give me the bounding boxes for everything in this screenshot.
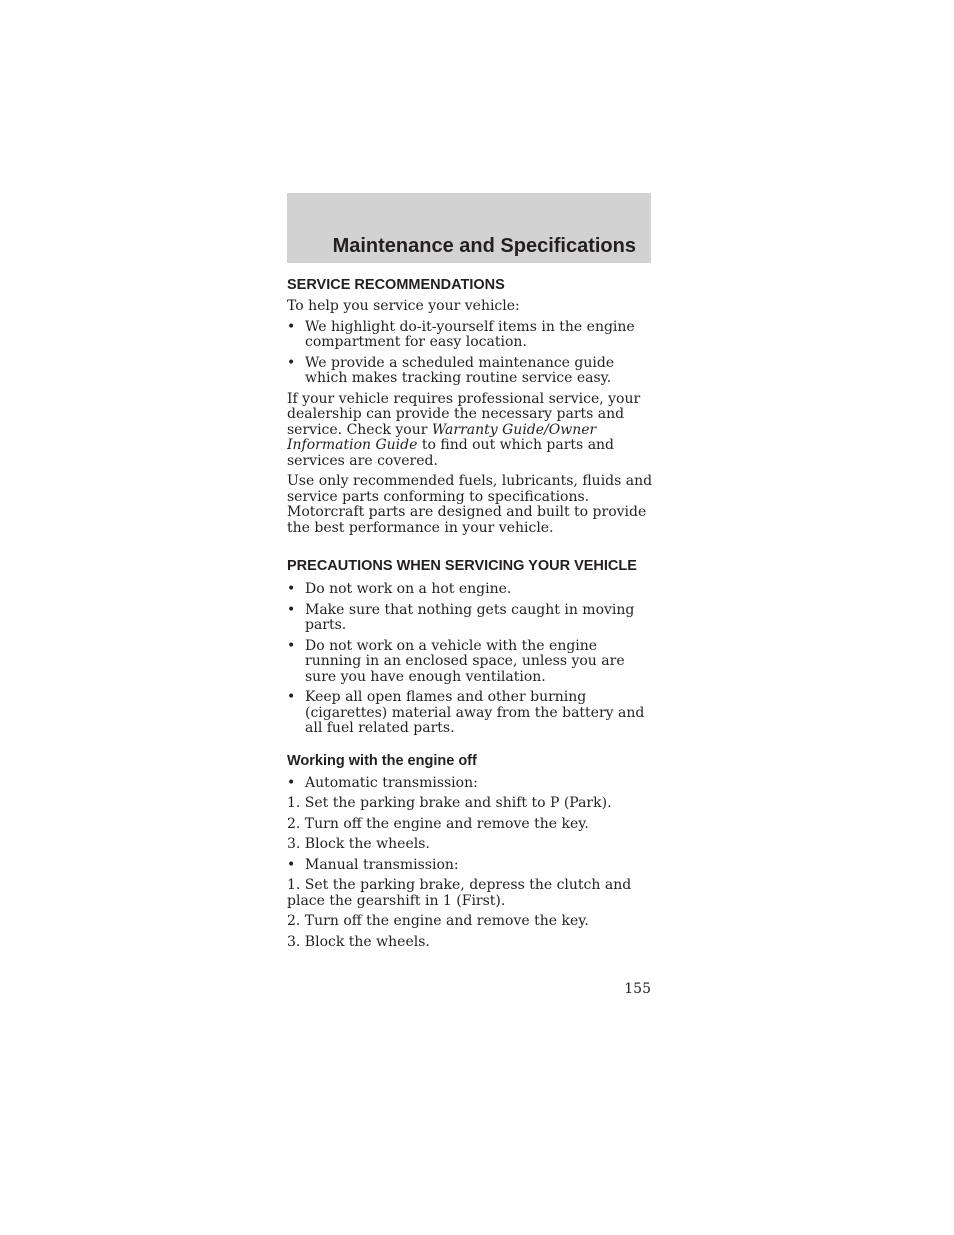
bullet-icon: • [287, 581, 296, 597]
list-item [287, 858, 653, 874]
precautions-bullet-list [287, 582, 653, 737]
list-item-text: Automatic transmission: [305, 774, 478, 791]
list-item-text: Do not work on a hot engine. [305, 581, 512, 597]
guide-title: Warranty Guide/Owner Information Guide [287, 421, 597, 453]
chapter-title: Maintenance and Specifications [332, 235, 636, 257]
bullet-icon: • [287, 637, 296, 654]
list-item-text: We provide a scheduled maintenance guide which makes tracking routine service easy. [305, 354, 615, 386]
step-item: 1. Set the parking brake and shift to P (Park). [287, 795, 612, 811]
section-heading-precautions: PRECAUTIONS WHEN SERVICING YOUR VEHICLE [287, 558, 637, 574]
list-item-text: Keep all open flames and other burning (cigarettes) material away from the battery and all fuel related parts. [305, 689, 645, 736]
step-item: 3. Block the wheels. [287, 933, 430, 950]
list-item-text: We highlight do-it-yourself items in the engine compartment for easy location. [305, 318, 635, 350]
bullet-icon: • [287, 601, 296, 618]
list-item [287, 690, 653, 737]
list-item-text: Manual transmission: [305, 856, 459, 873]
list-item [287, 356, 653, 387]
bullet-icon: • [287, 774, 296, 791]
bullet-icon: • [287, 856, 296, 873]
bullet-icon: • [287, 354, 296, 371]
page-content [287, 277, 653, 955]
step-item: 2. Turn off the engine and remove the key. [287, 913, 589, 929]
automatic-bullet [287, 776, 653, 792]
step-item: 3. Block the wheels. [287, 836, 430, 852]
recommended-parts-paragraph: Use only recommended fuels, lubricants, fluids and service parts conforming to specifications. Motorcraft parts are designed and built to provide the best performance in your vehicle. [287, 473, 653, 536]
list-item [287, 776, 653, 792]
step-item: 2. Turn off the engine and remove the key. [287, 815, 589, 832]
professional-service-paragraph [287, 392, 653, 470]
chapter-header-band [287, 193, 651, 263]
step-item: 1. Set the parking brake, depress the clutch and place the gearshift in 1 (First). [287, 877, 632, 909]
list-item [287, 603, 653, 634]
paragraph-text: to find out which parts and services are covered. [287, 437, 615, 469]
paragraph-text: If your vehicle requires professional service, your dealership can provide the necessary parts and service. Check your [287, 390, 641, 438]
page-number: 155 [624, 981, 651, 997]
section-heading-service-recommendations: SERVICE RECOMMENDATIONS [287, 277, 505, 293]
service-bullet-list [287, 320, 653, 387]
service-intro: To help you service your vehicle: [287, 298, 520, 314]
bullet-icon: • [287, 318, 296, 335]
list-item-text: Do not work on a vehicle with the engine running in an enclosed space, unless you are sure you have enough ventilation. [305, 637, 625, 685]
bullet-icon: • [287, 689, 296, 705]
subheading-engine-off: Working with the engine off [287, 752, 477, 769]
list-item-text: Make sure that nothing gets caught in moving parts. [305, 601, 635, 633]
list-item [287, 582, 653, 598]
list-item [287, 320, 653, 351]
manual-bullet [287, 858, 653, 874]
list-item [287, 639, 653, 686]
